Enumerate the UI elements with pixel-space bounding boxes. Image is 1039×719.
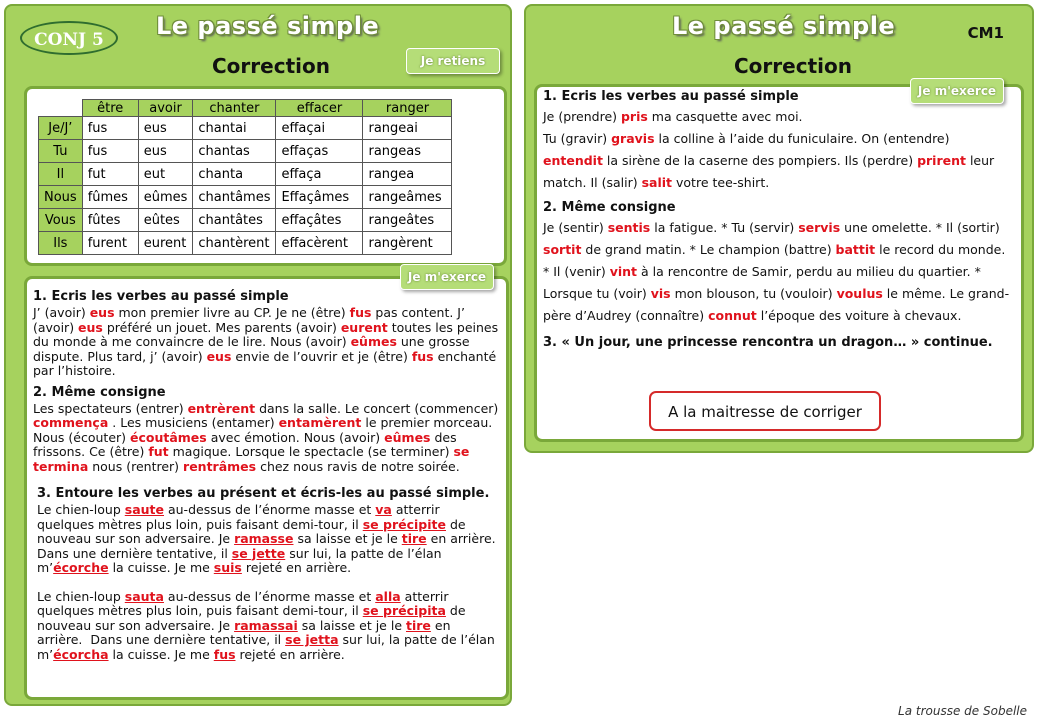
right-exercise-2-title: 2. Même consigne bbox=[543, 200, 676, 215]
left-exercise-3-text-past: Le chien-loup sauta au-dessus de l’énorme masse et alla atterrir quelques mètres plus loin, puis faisant demi-tour, il se précipita de nouveau sur son adversaire. Je ramassai sa laisse et je le tire en arrière. Dans une dernière tentative, il se jetta sur lui, la patte de l’élan m’écorcha la cuisse. Je me fus rejeté en arrière. bbox=[37, 588, 495, 662]
table-corner bbox=[39, 100, 83, 117]
table-cell: chantas bbox=[193, 140, 276, 163]
table-header: être bbox=[82, 100, 138, 117]
right-exercise-1-text: Je (prendre) pris ma casquette avec moi. Tu (gravir) gravis la colline à l’aide du funiculaire. On (entendre) entendit la sirène de la caserne des pompiers. Ils (perdre) prirent leur match. Il (salir) salit votre tee-shirt. bbox=[543, 109, 995, 190]
right-card bbox=[524, 4, 1034, 453]
table-header: effacer bbox=[276, 100, 363, 117]
table-header: avoir bbox=[138, 100, 193, 117]
table-cell: chantèrent bbox=[193, 232, 276, 255]
left-exercise-1-text: J’ (avoir) eus mon premier livre au CP. Je ne (être) fus pas content. J’ (avoir) eus préféré un jouet. Mes parents (avoir) eurent toutes les peines du monde à me convaincre de le lire. Nous (avoir) eûmes une grosse dispute. Plus tard, j’ (avoir) eus envie de l’ouvrir et je (être) fus enchanté par l’histoire. bbox=[33, 305, 499, 378]
table-row bbox=[39, 209, 452, 232]
table-cell: effaças bbox=[276, 140, 363, 163]
table-cell: effaçâtes bbox=[276, 209, 363, 232]
table-pronoun: Je/J’ bbox=[39, 117, 83, 140]
table-cell: fûmes bbox=[82, 186, 138, 209]
right-tag-je-mexerce: Je m'exerce bbox=[910, 78, 1004, 104]
table-cell: rangeai bbox=[363, 117, 452, 140]
table-cell: effacèrent bbox=[276, 232, 363, 255]
level-label: CM1 bbox=[967, 24, 1004, 42]
table-header: chanter bbox=[193, 100, 276, 117]
table-pronoun: Nous bbox=[39, 186, 83, 209]
table-cell: rangeas bbox=[363, 140, 452, 163]
table-cell: rangèrent bbox=[363, 232, 452, 255]
tag-je-retiens: Je retiens bbox=[406, 48, 500, 74]
table-row bbox=[39, 140, 452, 163]
table-cell: rangeâtes bbox=[363, 209, 452, 232]
table-cell: Effaçâmes bbox=[276, 186, 363, 209]
table-cell: rangea bbox=[363, 163, 452, 186]
table-cell: fus bbox=[82, 140, 138, 163]
right-page-title: Le passé simple bbox=[672, 12, 896, 40]
table-cell: eûmes bbox=[138, 186, 193, 209]
table-cell: chantâmes bbox=[193, 186, 276, 209]
left-exercise-2-text: Les spectateurs (entrer) entrèrent dans la salle. Le concert (commencer) commença . Les musiciens (entamer) entamèrent le premier morceau. Nous (écouter) écoutâmes avec émotion. Nous (avoir) eûmes des frissons. Ce (être) fut magique. Lorsque le spectacle (se terminer) se termina nous (rentrer) rentrâmes chez nous ravis de notre soirée. bbox=[33, 400, 499, 474]
right-exercises bbox=[543, 87, 1011, 352]
left-page-title: Le passé simple bbox=[156, 12, 380, 40]
table-cell: fûtes bbox=[82, 209, 138, 232]
left-exercises-panel bbox=[24, 276, 509, 700]
table-pronoun: Ils bbox=[39, 232, 83, 255]
signature: La trousse de Sobelle bbox=[898, 704, 1027, 718]
conj-badge: CONJ 5 bbox=[20, 21, 118, 55]
table-cell: rangeâmes bbox=[363, 186, 452, 209]
table-row bbox=[39, 232, 452, 255]
left-exercise-1-title: 1. Ecris les verbes au passé simple bbox=[33, 289, 289, 304]
table-cell: eus bbox=[138, 117, 193, 140]
table-pronoun: Tu bbox=[39, 140, 83, 163]
right-exercise-3-title: 3. « Un jour, une princesse rencontra un dragon… » continue. bbox=[543, 335, 993, 350]
table-row bbox=[39, 186, 452, 209]
table-cell: furent bbox=[82, 232, 138, 255]
left-exercises bbox=[33, 283, 500, 662]
table-cell: eut bbox=[138, 163, 193, 186]
conjugation-table bbox=[38, 99, 452, 255]
left-exercise-3-title: 3. Entoure les verbes au présent et écris-les au passé simple. bbox=[37, 486, 490, 501]
table-cell: eurent bbox=[138, 232, 193, 255]
table-cell: chantai bbox=[193, 117, 276, 140]
table-cell: fus bbox=[82, 117, 138, 140]
left-card bbox=[4, 4, 512, 706]
right-exercise-2-text: Je (sentir) sentis la fatigue. * Tu (servir) servis une omelette. * Il (sortir) sortit de grand matin. * Le champion (battre) battit le record du monde. * Il (venir) vint à la rencontre de Samir, perdu au milieu du quartier. * Lorsque tu (voir) vis mon blouson, tu (vouloir) voulus le même. Le grand-père d’Audrey (connaître) connut l’époque des voiture à chevaux. bbox=[543, 220, 1010, 323]
conjugation-table-panel bbox=[24, 86, 507, 266]
right-exercises-panel bbox=[534, 84, 1024, 442]
table-cell: effaçai bbox=[276, 117, 363, 140]
table-cell: effaça bbox=[276, 163, 363, 186]
table-cell: eûtes bbox=[138, 209, 193, 232]
left-exercise-3-text-present: Le chien-loup saute au-dessus de l’énorme masse et va atterrir quelques mètres plus loin, puis faisant demi-tour, il se précipite de nouveau sur son adversaire. Je ramasse sa laisse et je le tire en arrière. Dans une dernière tentative, il se jette sur lui, la patte de l’élan m’écorche la cuisse. Je me suis rejeté en arrière. bbox=[37, 502, 500, 575]
table-header: ranger bbox=[363, 100, 452, 117]
table-header-row bbox=[39, 100, 452, 117]
table-cell: fut bbox=[82, 163, 138, 186]
table-row bbox=[39, 117, 452, 140]
table-cell: eus bbox=[138, 140, 193, 163]
right-correction-label: Correction bbox=[734, 54, 852, 78]
table-row bbox=[39, 163, 452, 186]
left-tag-je-mexerce: Je m'exerce bbox=[400, 264, 494, 290]
table-cell: chantâtes bbox=[193, 209, 276, 232]
answer-box: A la maitresse de corriger bbox=[649, 391, 881, 431]
left-exercise-2-title: 2. Même consigne bbox=[33, 384, 166, 400]
left-correction-label: Correction bbox=[212, 54, 330, 78]
table-pronoun: Il bbox=[39, 163, 83, 186]
right-exercise-1-title: 1. Ecris les verbes au passé simple bbox=[543, 89, 799, 104]
table-cell: chanta bbox=[193, 163, 276, 186]
table-pronoun: Vous bbox=[39, 209, 83, 232]
